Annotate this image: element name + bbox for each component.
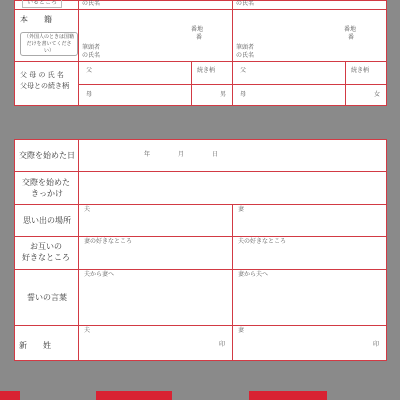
decorative-stripe (249, 391, 327, 400)
honseki-label: 本 籍 (20, 15, 52, 24)
husband-relation-value: 男 (220, 91, 227, 98)
husband-mother-label: 母 (86, 91, 93, 98)
parents-name-label: 父 母 の 氏 名 (20, 71, 64, 79)
date-month-label: 月 (178, 151, 185, 158)
wife-ban-label: 番 (348, 34, 355, 41)
new-surname-husband-field[interactable] (80, 327, 230, 359)
relationship-trigger-label-1: 交際を始めた (22, 178, 70, 187)
wife-banchi-label: 番地 (344, 26, 357, 33)
new-surname-husband-tag: 夫 (84, 327, 91, 334)
vows-wife-field[interactable] (234, 271, 384, 324)
relationship-start-label: 交際を始めた日 (19, 151, 75, 160)
favorite-points-label-1: お互いの (30, 242, 62, 251)
favorite-points-wife-field[interactable] (80, 238, 230, 268)
nationality-note: （外国人のときは国籍だけを書いてください） (20, 32, 78, 56)
husband-head-label: 筆頭者 (82, 44, 101, 51)
seal-right-mark: 印 (373, 341, 380, 348)
memory-place-wife-field[interactable] (234, 206, 384, 235)
date-day-label: 日 (212, 151, 219, 158)
seal-left-mark: 印 (219, 341, 226, 348)
new-surname-wife-field[interactable] (234, 327, 384, 359)
new-surname-label: 新 姓 (19, 341, 51, 350)
relationship-trigger-label-2: きっかけ (31, 189, 63, 198)
favorite-points-husband-field[interactable] (234, 238, 384, 268)
vows-label: 誓いの言葉 (27, 293, 67, 302)
wife-name-note: の氏名 (236, 0, 255, 7)
wife-head-label: 筆頭者 (236, 44, 255, 51)
vows-husband-field[interactable] (80, 271, 230, 324)
memory-place-husband-tag: 夫 (84, 206, 91, 213)
memory-place-husband-field[interactable] (80, 206, 230, 235)
decorative-stripe (0, 391, 20, 400)
husband-head-name: の氏名 (82, 52, 101, 59)
wife-relation-value: 女 (374, 91, 381, 98)
favorite-points-left-tag: 妻の好きなところ (84, 238, 133, 245)
top-form-sheet (14, 0, 387, 106)
memory-place-label: 思い出の場所 (23, 216, 71, 225)
husband-ban-label: 番 (196, 34, 203, 41)
decorative-stripe (96, 391, 172, 400)
vows-right-tag: 妻から夫へ (238, 271, 269, 278)
husband-honseki-field[interactable] (80, 11, 230, 59)
bottom-form-sheet (14, 139, 387, 361)
favorite-points-label-2: 好きなところ (22, 253, 70, 262)
husband-name-note: の氏名 (82, 0, 101, 7)
wife-father-label: 父 (240, 67, 247, 74)
memory-place-wife-tag: 妻 (238, 206, 245, 213)
wife-head-name: の氏名 (236, 52, 255, 59)
date-year-label: 年 (144, 151, 151, 158)
husband-relation-label: 続き柄 (197, 67, 216, 74)
wife-mother-label: 母 (240, 91, 247, 98)
relationship-start-date-field[interactable] (80, 141, 385, 170)
wife-honseki-field[interactable] (234, 11, 384, 59)
vows-left-tag: 夫から妻へ (84, 271, 115, 278)
new-surname-wife-tag: 妻 (238, 327, 245, 334)
wife-relation-label: 続き柄 (351, 67, 370, 74)
husband-banchi-label: 番地 (191, 26, 204, 33)
favorite-points-right-tag: 夫の好きなところ (238, 238, 287, 245)
husband-father-label: 父 (86, 67, 93, 74)
top-row-label: いるところ (22, 0, 62, 8)
parents-relation-label: 父母との続き柄 (20, 82, 69, 90)
relationship-trigger-field[interactable] (80, 173, 385, 203)
